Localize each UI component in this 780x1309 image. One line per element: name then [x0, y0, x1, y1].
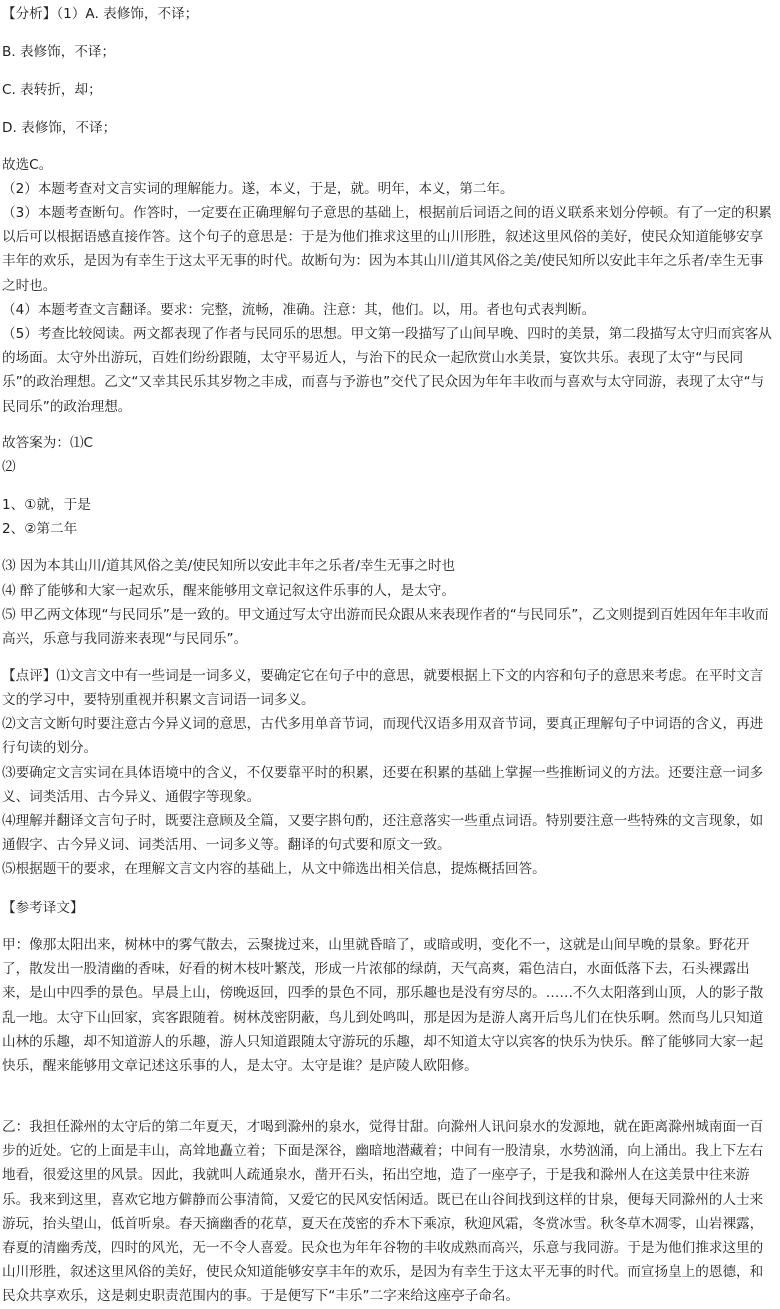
analysis-item-3: （3）本题考查断句。作答时，一定要在正确理解句子意思的基础上，根据前后词语之间的语义联系来划分停顿。有了一定的积累以后可以根据语感直接作答。这个句子的意思是：于是为他们推求这里的山川形胜，叙述这里风俗的美好，使民众知道能够安享丰年的欢乐，是因为有幸生于这太平无事的时代。故断句为：因为本其山川/道其风俗之美/使民知所以安此丰年之乐者/幸生无事之时也。	[2, 205, 772, 294]
answer-line-6: ⑷ 醉了能够和大家一起欢乐，醒来能够用文章记叙这件乐事的人，是太守。	[2, 583, 455, 599]
translation-heading: 【参考译文】	[2, 900, 84, 916]
answer-line-3: 1、①就，于是	[2, 497, 91, 513]
analysis-item-5: （5）考查比较阅读。两文都表现了作者与民同乐的思想。甲文第一段描写了山间早晚、四时的美景，第二段描写太守归而宾客从的场面。太守外出游玩，百姓们纷纷跟随，太守平易近人，与治下的民众一起欣赏山水美景，宴饮共乐。表现了太守“与民同乐”的政治理想。乙文“又幸其民乐其岁物之丰成，而喜与予游也”交代了民众因为年年丰收而与喜欢与太守同游，表现了太守“与民同乐”的政治理想。	[2, 326, 772, 415]
answer-line-1: 故答案为：⑴C	[2, 435, 94, 451]
translation-jia: 甲：像那太阳出来，树林中的雾气散去，云聚拢过来，山里就昏暗了，或暗或明，变化不一，这就是山间早晚的景象。野花开了，散发出一股清幽的香味，好看的树木枝叶繁茂，形成一片浓郁的绿荫，天气高爽，霜色洁白，水面低落下去，石头裸露出来，是山中四季的景色。早晨上山，傍晚返回，四季的景色不同，那乐趣也是没有穷尽的。……不久太阳落到山顶，人的影子散乱一地。太守下山回家，宾客跟随着。树林茂密阴蔽，鸟儿到处鸣叫，那是因为是游人离开后鸟儿们在快乐啊。然而鸟儿只知道山林的乐趣，却不知道游人的乐趣，游人只知道跟随太守游玩的乐趣，却不知道太守以宾客的快乐为快乐。醉了能够同大家一起快乐，醒来能够用文章记述这乐事的人，是太守。太守是谁？是庐陵人欧阳修。	[2, 937, 764, 1075]
analysis-item-4: （4）本题考查文言翻译。要求：完整，流畅，准确。注意：其，他们。以，用。者也句式表判断。	[2, 302, 596, 318]
comment-item-5: ⑸根据题干的要求，在理解文言文内容的基础上，从文中筛选出相关信息，提炼概括回答。	[2, 861, 546, 877]
answer-line-2: ⑵	[2, 459, 16, 475]
comment-item-3: ⑶要确定文言实词在具体语境中的含义，不仅要靠平时的积累，还要在积累的基础上掌握一些推断词义的方法。还要注意一词多义、词类活用、古今异义、通假字等现象。	[2, 765, 764, 806]
analysis-item-2: （2）本题考查对文言实词的理解能力。遂，本义，于是，就。明年，本义，第二年。	[2, 181, 514, 197]
comment-item-4: ⑷理解并翻译文言句子时，既要注意顾及全篇，又要字斟句酌，还注意落实一些重点词语。特别要注意一些特殊的文言现象，如通假字、古今异义词、词类活用、一词多义等。翻译的句式要和原文一致。	[2, 813, 764, 854]
analysis-line-4: D. 表修饰，不译；	[2, 120, 117, 136]
analysis-line-3: C. 表转折，却；	[2, 82, 102, 98]
analysis-line-5: 故选C。	[2, 157, 53, 173]
answer-line-5: ⑶ 因为本其山川/道其风俗之美/使民知所以安此丰年之乐者/幸生无事之时也	[2, 558, 456, 574]
answer-line-7: ⑸ 甲乙两文体现“与民同乐”是一致的。甲文通过写太守出游而民众跟从来表现作者的“与民同乐”，乙文则提到百姓因年年丰收而高兴，乐意与我同游来表现“与民同乐”。	[2, 607, 769, 648]
comment-item-2: ⑵文言文断句时要注意古今异义词的意思，古代多用单音节词，而现代汉语多用双音节词，要真正理解句子中词语的含义，再进行句读的划分。	[2, 716, 764, 757]
translation-yi: 乙：我担任滁州的太守后的第二年夏天，才喝到滁州的泉水，觉得甘甜。向滁州人讯问泉水的发源地，就在距离滁州城南面一百步的近处。它的上面是丰山，高耸地矗立着；下面是深谷，幽暗地潜藏着；中间有一股清泉，水势汹涌，向上涌出。我上下左右地看，很爱这里的风景。因此，我就叫人疏通泉水，凿开石头，拓出空地，造了一座亭子，于是我和滁州人在这美景中往来游乐。我来到这里，喜欢它地方僻静而公事清简，又爱它的民风安恬闲适。既已在山谷间找到这样的甘泉，便每天同滁州的人士来游玩，抬头望山，低首听泉。春天摘幽香的花草，夏天在茂密的乔木下乘凉，秋迎风霜，冬赏冰雪。秋冬草木凋零，山岩裸露，春夏的清幽秀茂，四时的风光，无一不令人喜爱。民众也为年年谷物的丰收成熟而高兴，乐意与我同游。于是为他们推求这里的山川形胜，叙述这里风俗的美好，使民众知道能够安享丰年的欢乐，是因为有幸生于这太平无事的时代。而宣扬皇上的恩德，和民众共享欢乐，这是刺史职责范围内的事。于是便写下“丰乐”二字来给这座亭子命名。	[2, 1119, 764, 1305]
analysis-line-2: B. 表修饰，不译；	[2, 44, 116, 60]
answer-line-4: 2、②第二年	[2, 521, 78, 537]
analysis-line-1: 【分析】（1）A. 表修饰，不译；	[2, 6, 199, 22]
comment-item-1: 【点评】⑴文言文中有一些词是一词多义，要确定它在句子中的意思，就要根据上下文的内容和句子的意思来考虑。在平时文言文的学习中，要特别重视并积累文言词语一词多义。	[2, 668, 764, 709]
